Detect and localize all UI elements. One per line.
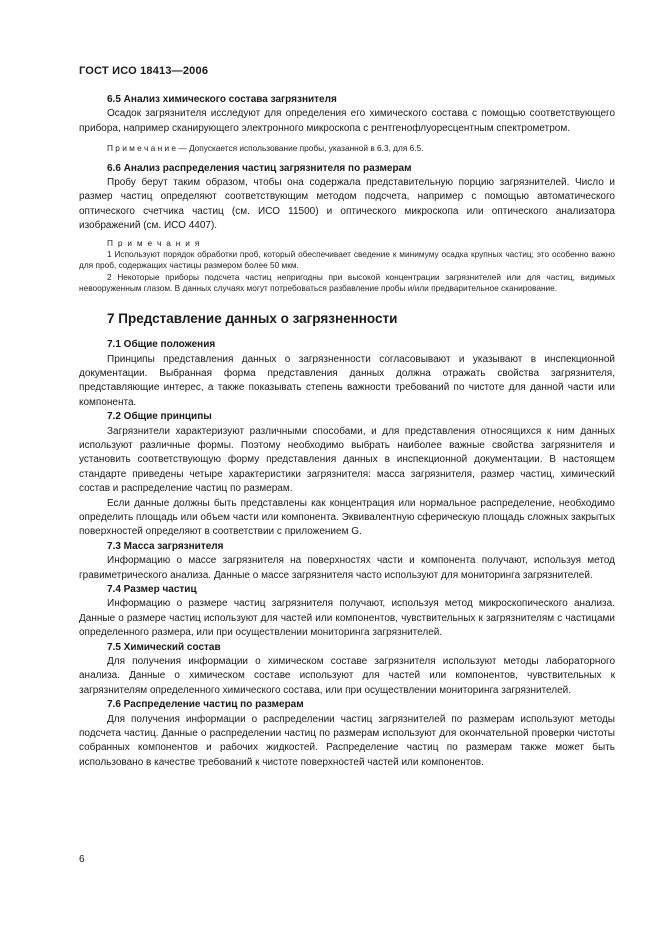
paragraph-6-6: Пробу берут таким образом, чтобы она содержала представительную порцию загрязнителей. Число и размер частиц определяют соответствующим методом подсчета, например с помощью автоматического оптического счетчика частиц (см. ИСО 11500) и оптического микроскопа или оптического анализатора изображений (см. ИСО 4407). [79, 177, 615, 232]
note-6-6-1: 1 Используют порядок обработки проб, который обеспечивает сведение к минимуму осадка крупных частиц; это особенно важно для проб, содержащих частицы размером более 50 мкм. [79, 249, 615, 271]
paragraph-7-2-1: Загрязнители характеризуют различными способами, и для представления относящихся к ним данных используют различные формы. Поэтому необходимо выбрать наиболее важные свойства загрязнителя и установить соответствующую форму представления данных в инспекционной документации. В настоящем стандарте приведены четыре характеристики загрязнителя: масса загрязнителя, размер частиц, химический состав и распределение частиц по размерам. [79, 425, 615, 495]
page-number: 6 [79, 854, 85, 865]
heading-7-6: 7.6 Распределение частиц по размерам [107, 699, 304, 711]
heading-7-1: 7.1 Общие положения [107, 339, 216, 351]
heading-7: 7 Представление данных о загрязненности [107, 310, 398, 326]
heading-7-5: 7.5 Химический состав [107, 641, 221, 653]
heading-7-2: 7.2 Общие принципы [107, 411, 212, 423]
paragraph-7-1: Принципы представления данных о загрязненности согласовывают и указывают в инспекционной документации. Выбранная форма представления данных должна отражать свойства загрязнителя, представляющие интерес, а также показывать степень важности требований по чистоте для данной части или компонента. [79, 353, 615, 408]
paragraph-7-2-2: Если данные должны быть представлены как концентрация или нормальное распределение, необходимо определить площадь или объем части или компонента. Эквивалентную сферическую площадь сложных закрытых поверхностей определяют в соответствии с приложением G. [79, 497, 615, 538]
paragraph-7-5: Для получения информации о химическом составе загрязнителя используют методы лабораторного анализа. Данные о химическом составе используют для частей или компонентов, чувствительных к загрязнителям определенного химического состава, или при осуществлении мониторинга загрязнителей. [79, 656, 615, 696]
heading-7-3: 7.3 Масса загрязнителя [107, 540, 224, 552]
paragraph-6-5: Осадок загрязнителя исследуют для определения его химического состава с помощью соответствующего прибора, например сканирующего электронного микроскопа с рентгенофлуоресцентным спектрометром. [79, 108, 615, 134]
page-header: ГОСТ ИСО 18413—2006 [79, 65, 209, 77]
paragraph-7-4: Информацию о размере частиц загрязнителя получают, используя метод микроскопического анализа. Данные о размере частиц используют для частей или компонентов, чувствительных к загрязнителям с частицами определенного размера, или при осуществлении мониторинга загрязнителей. [79, 598, 615, 639]
note-text: — Допускается использование пробы, указанной в 6.3, для 6.5. [176, 143, 424, 154]
paragraph-7-3: Информацию о массе загрязнителя на поверхностях части и компонента получают, используя метод гравиметрического анализа. Данные о массе загрязнителя часто используют для мониторинга загрязнителей. [79, 555, 615, 581]
paragraph-7-6: Для получения информации о распределении частиц загрязнителей по размерам используют методы подсчета частиц. Данные о распределении частиц по размерам используют для окончательной проверки чистоты собранных компонентов и рабочих жидкостей. Распределение частиц по размерам также может быть использовано в качестве требований к чистоте поверхностей частей или компонентов. [79, 713, 615, 768]
heading-6-5: 6.5 Анализ химического состава загрязнителя [107, 94, 337, 105]
heading-6-6: 6.6 Анализ распределения частиц загрязнителя по размерам [107, 162, 412, 174]
notes-label-6-6: П р и м е ч а н и я [107, 237, 201, 248]
note-label: П р и м е ч а н и е [107, 143, 177, 154]
note-6-6-2: 2 Некоторые приборы подсчета частиц непригодны при высокой концентрации загрязнителей или для частиц, видимых невооруженным глазом. В данных случаях могут потребоваться разбавление пробы и/или предварительное сканирование. [79, 271, 615, 294]
page-content [79, 93, 615, 770]
note-6-5 [79, 143, 615, 154]
heading-7-4: 7.4 Размер частиц [107, 584, 197, 595]
